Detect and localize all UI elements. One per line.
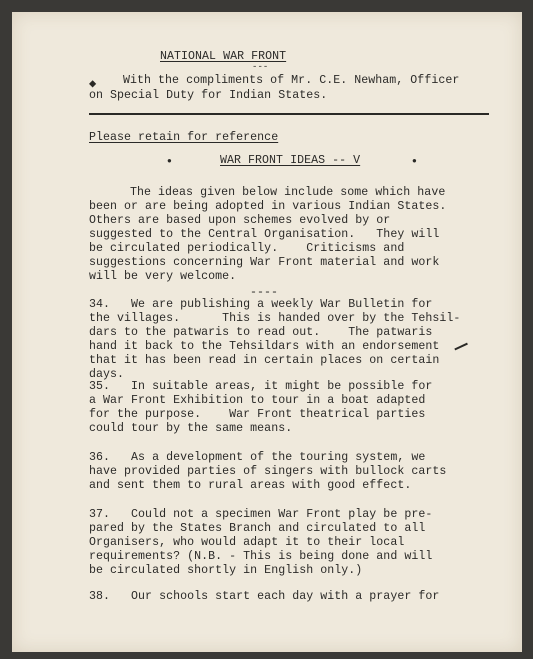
item-35-line: could tour by the same means. — [89, 422, 293, 435]
pencil-mark — [450, 334, 468, 351]
horizontal-rule — [89, 113, 489, 115]
section-separator: ---- — [250, 286, 279, 299]
document-subtitle: WAR FRONT IDEAS -- V — [220, 154, 361, 167]
item-37-line: pared by the States Branch and circulated to all — [89, 522, 426, 535]
title-mark: -‐- — [252, 62, 269, 72]
item-34-line: days. — [89, 368, 125, 381]
item-36-line: and sent them to rural areas with good effect. — [89, 479, 412, 492]
item-35-line: for the purpose. War Front theatrical parties — [89, 408, 426, 421]
intro-line: will be very welcome. — [89, 270, 237, 283]
intro-line: suggestions concerning War Front material and work — [89, 256, 440, 269]
intro-line: suggested to the Central Organisation. They will — [89, 228, 440, 241]
item-35-line: 35. In suitable areas, it might be possible for — [89, 380, 433, 393]
document-title: NATIONAL WAR FRONT — [160, 50, 287, 63]
intro-line: be circulated periodically. Criticisms and — [89, 242, 405, 255]
ink-bullet: ◆ — [89, 77, 97, 91]
item-36-line: have provided parties of singers with bullock carts — [89, 465, 447, 478]
ink-dot: ● — [412, 157, 417, 166]
retain-notice: Please retain for reference — [89, 131, 279, 144]
compliments-line-1: With the compliments of Mr. C.E. Newham, Officer — [123, 74, 460, 87]
item-34-line: hand it back to the Tehsildars with an endorsement — [89, 340, 440, 353]
intro-line: been or are being adopted in various Indian States. — [89, 200, 447, 213]
item-34-line: the villages. This is handed over by the Tehsil- — [89, 312, 461, 325]
ink-dot: ● — [167, 157, 172, 166]
item-37-line: requirements? (N.B. - This is being done and will — [89, 550, 433, 563]
compliments-line-2: on Special Duty for Indian States. — [89, 89, 328, 102]
item-37-line: be circulated shortly in English only.) — [89, 564, 363, 577]
item-35-line: a War Front Exhibition to tour in a boat adapted — [89, 394, 426, 407]
document-page — [12, 12, 522, 652]
item-34-line: that it has been read in certain places on certain — [89, 354, 440, 367]
item-38-line: 38. Our schools start each day with a prayer for — [89, 590, 440, 603]
item-37-line: Organisers, who would adapt it to their local — [89, 536, 405, 549]
intro-line: The ideas given below include some which have — [130, 186, 446, 199]
item-34-line: 34. We are publishing a weekly War Bulletin for — [89, 298, 433, 311]
item-34-line: dars to the patwaris to read out. The patwaris — [89, 326, 433, 339]
item-36-line: 36. As a development of the touring system, we — [89, 451, 426, 464]
intro-line: Others are based upon schemes evolved by or — [89, 214, 391, 227]
item-37-line: 37. Could not a specimen War Front play be pre- — [89, 508, 433, 521]
